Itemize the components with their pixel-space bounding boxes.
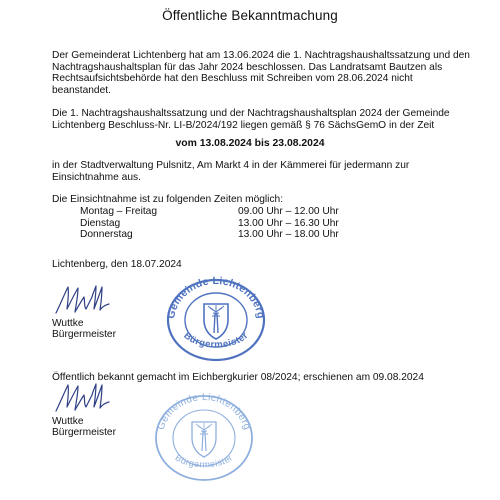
text-line: Rechtsaufsichtsbehörde hat den Beschluss mit Schreiben vom 28.06.2024 nicht bbox=[52, 73, 413, 85]
text-line: Einsichtnahme aus. bbox=[52, 171, 141, 183]
svg-text:Bürgermeister bbox=[181, 330, 250, 350]
times-hours: 13.00 Uhr – 16.30 Uhr bbox=[238, 217, 339, 229]
inspection-period: vom 13.08.2024 bis 23.08.2024 bbox=[175, 138, 325, 149]
times-row bbox=[80, 218, 380, 230]
paragraph-resolution bbox=[52, 50, 472, 96]
times-day: Donnerstag bbox=[80, 229, 133, 241]
times-row bbox=[80, 229, 380, 241]
text-line: in der Stadtverwaltung Pulsnitz, Am Markt 4 in der Kämmerei für jedermann zur bbox=[52, 160, 410, 171]
text-line: Der Gemeinderat Lichtenberg hat am 13.06.2024 die 1. Nachtragshaushaltssatzung und den bbox=[52, 50, 470, 61]
text-line: beanstandet. bbox=[52, 84, 111, 96]
times-hours: 13.00 Uhr – 18.00 Uhr bbox=[238, 229, 339, 241]
times-day: Montag – Freitag bbox=[80, 206, 158, 217]
publication-note: Öffentlich bekannt gemacht im Eichbergkurier 08/2024; erschienen am 09.08.2024 bbox=[52, 372, 424, 383]
text-line: Nachtragshaushaltsplan für das Jahr 2024 beschlossen. Das Landratsamt Bautzen als bbox=[52, 61, 443, 73]
signatory-name: Wuttke bbox=[52, 416, 84, 427]
times-row bbox=[80, 206, 380, 218]
signatory-role: Bürgermeister bbox=[52, 329, 116, 340]
handwritten-signature bbox=[54, 283, 114, 317]
seal-top-text: Gemeinde Lichtenberg bbox=[165, 274, 267, 320]
opening-times bbox=[80, 206, 380, 241]
official-seal-stamp bbox=[160, 274, 270, 351]
seal-bottom-text: Bürgermeister bbox=[181, 330, 251, 351]
text-line: Lichtenberg Beschluss-Nr. LI-B/2024/192 liegen gemäß § 76 SächsGemO in der Zeit bbox=[52, 119, 435, 131]
seal-top-text: Gemeinde Lichtenberg bbox=[155, 391, 253, 432]
seal-bottom-text: Bürgermeister bbox=[173, 452, 235, 470]
page-title: Öffentliche Bekanntmachung bbox=[162, 8, 338, 23]
svg-text:Bürgermeister bbox=[173, 452, 234, 469]
signatory-name: Wuttke bbox=[52, 318, 84, 329]
signatory-role: Bürgermeister bbox=[52, 427, 116, 438]
handwritten-signature bbox=[54, 381, 114, 415]
paragraph-inspection bbox=[52, 108, 472, 131]
place-date: Lichtenberg, den 18.07.2024 bbox=[52, 259, 182, 270]
times-hours: 09.00 Uhr – 12.00 Uhr bbox=[238, 206, 339, 217]
paragraph-location bbox=[52, 160, 472, 183]
times-day: Dienstag bbox=[80, 217, 121, 229]
official-seal-stamp bbox=[148, 392, 258, 476]
times-intro: Die Einsichtnahme ist zu folgenden Zeiten möglich: bbox=[52, 194, 284, 205]
text-line: Die 1. Nachtragshaushaltssatzung und der Nachtragshaushaltsplan 2024 der Gemeinde bbox=[52, 108, 450, 119]
